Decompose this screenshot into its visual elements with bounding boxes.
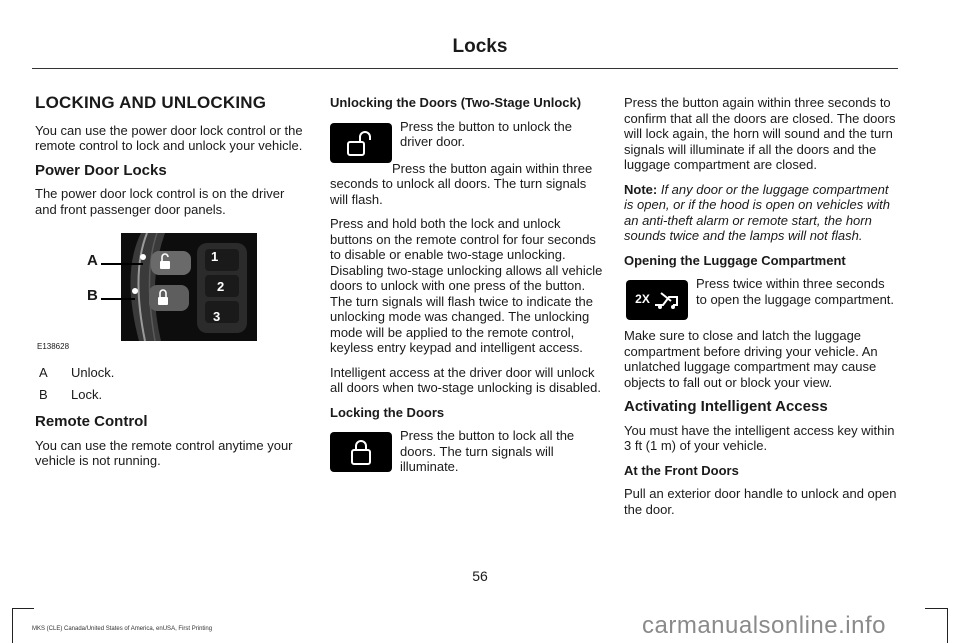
note-label: Note: <box>624 181 658 197</box>
luggage-text: Press twice within three seconds to open the luggage compartment. <box>696 276 895 307</box>
trunk-release-icon <box>626 280 688 320</box>
lock-instruction <box>330 428 604 484</box>
legend-value: Unlock. <box>71 365 115 380</box>
lock-text: Press the button to lock all the doors. The turn signals will illuminate. <box>400 428 575 474</box>
lock-icon <box>330 432 392 472</box>
unlock-icon <box>330 123 392 163</box>
figure-label-a: A <box>87 252 98 269</box>
unlock-text-4: Intelligent access at the driver door will unlock all doors when two-stage unlocking is disabled. <box>330 364 601 395</box>
callout-line-a <box>101 263 143 265</box>
crop-mark-right <box>947 608 948 643</box>
legend-value: Lock. <box>71 386 103 402</box>
crop-mark-left-h <box>12 608 34 609</box>
seat-memory-2: 2 <box>217 279 225 294</box>
figure-code: E138628 <box>37 342 70 351</box>
intro-text: You can use the power door lock control or the remote control to lock and unlock your vehicle. <box>35 122 303 153</box>
seat-memory-3: 3 <box>213 309 221 324</box>
page-title: Locks <box>452 36 508 57</box>
unlock-text-1: Press the button to unlock the driver door. <box>400 118 572 149</box>
header-divider <box>32 68 898 69</box>
crop-mark-left <box>12 608 13 643</box>
note-paragraph <box>624 182 898 244</box>
intelligent-access-heading: Activating Intelligent Access <box>624 398 828 415</box>
footer-note: MKS (CLE) Canada/United States of America, enUSA, First Printing <box>32 626 213 632</box>
legend-key: B <box>39 386 48 402</box>
power-door-locks-heading: Power Door Locks <box>35 161 167 179</box>
figure-label-b: B <box>87 287 98 304</box>
column-2 <box>330 95 604 488</box>
section-heading-locking: LOCKING AND UNLOCKING <box>35 93 267 112</box>
page-number: 56 <box>472 568 488 584</box>
legend-item-b <box>35 387 309 403</box>
column-1 <box>35 95 309 478</box>
note-text: If any door or the luggage compartment is open, or if the hood is open on vehicles with an anti-theft alarm or remote start, the horn sounds twice and the lamps will not flash. <box>624 181 890 243</box>
intelligent-access-text: You must have the intelligent access key within 3 ft (1 m) of your vehicle. <box>624 422 895 453</box>
remote-control-text: You can use the remote control anytime your vehicle is not running. <box>35 437 293 468</box>
front-doors-text: Pull an exterior door handle to unlock and open the door. <box>624 486 897 517</box>
locking-doors-heading: Locking the Doors <box>330 404 445 420</box>
unlock-text-2: Press the button again within three seconds to unlock all doors. The turn signals will flash. <box>330 160 593 207</box>
remote-control-heading: Remote Control <box>35 413 148 430</box>
luggage-warning-text: Make sure to close and latch the luggage compartment before driving your vehicle. An unlatched luggage compartment may cause objects to fall out or block your view. <box>624 328 878 390</box>
callout-line-b <box>101 298 135 300</box>
luggage-instruction <box>624 276 898 324</box>
power-door-locks-text: The power door lock control is on the driver and front passenger door panels. <box>35 186 285 217</box>
front-doors-heading: At the Front Doors <box>624 462 739 478</box>
crop-mark-right-h <box>925 608 947 609</box>
two-stage-unlock-heading: Unlocking the Doors (Two-Stage Unlock) <box>330 95 582 110</box>
seat-memory-1: 1 <box>211 249 219 264</box>
confirm-lock-text: Press the button again within three seconds to confirm that all the doors are closed. The doors will lock again, the horn will sound and the turn signals will illuminate if all the doors and the luggage compartment are closed. <box>624 95 896 172</box>
door-lock-figure <box>35 231 309 353</box>
legend-item-a <box>35 365 309 381</box>
luggage-icon-label: 2X <box>635 292 650 307</box>
door-panel-illustration <box>121 233 257 341</box>
column-3 <box>624 95 898 526</box>
watermark: carmanualsonline.info <box>642 612 886 639</box>
unlock-text-3: Press and hold both the lock and unlock buttons on the remote control for four seconds to disable or enable two-stage unlocking. Disabling two-stage unlocking allows all vehicle doors to unlock with one press of the button. The turn signals will flash twice to indicate the unlocking mode was changed. The unlocking mode will be applied to the remote control, keyless entry keypad and intelligent access. <box>330 216 603 355</box>
unlock-instruction <box>330 119 604 167</box>
luggage-heading: Opening the Luggage Compartment <box>624 252 846 268</box>
door-panel-photo <box>121 233 257 341</box>
legend-key: A <box>39 365 48 380</box>
